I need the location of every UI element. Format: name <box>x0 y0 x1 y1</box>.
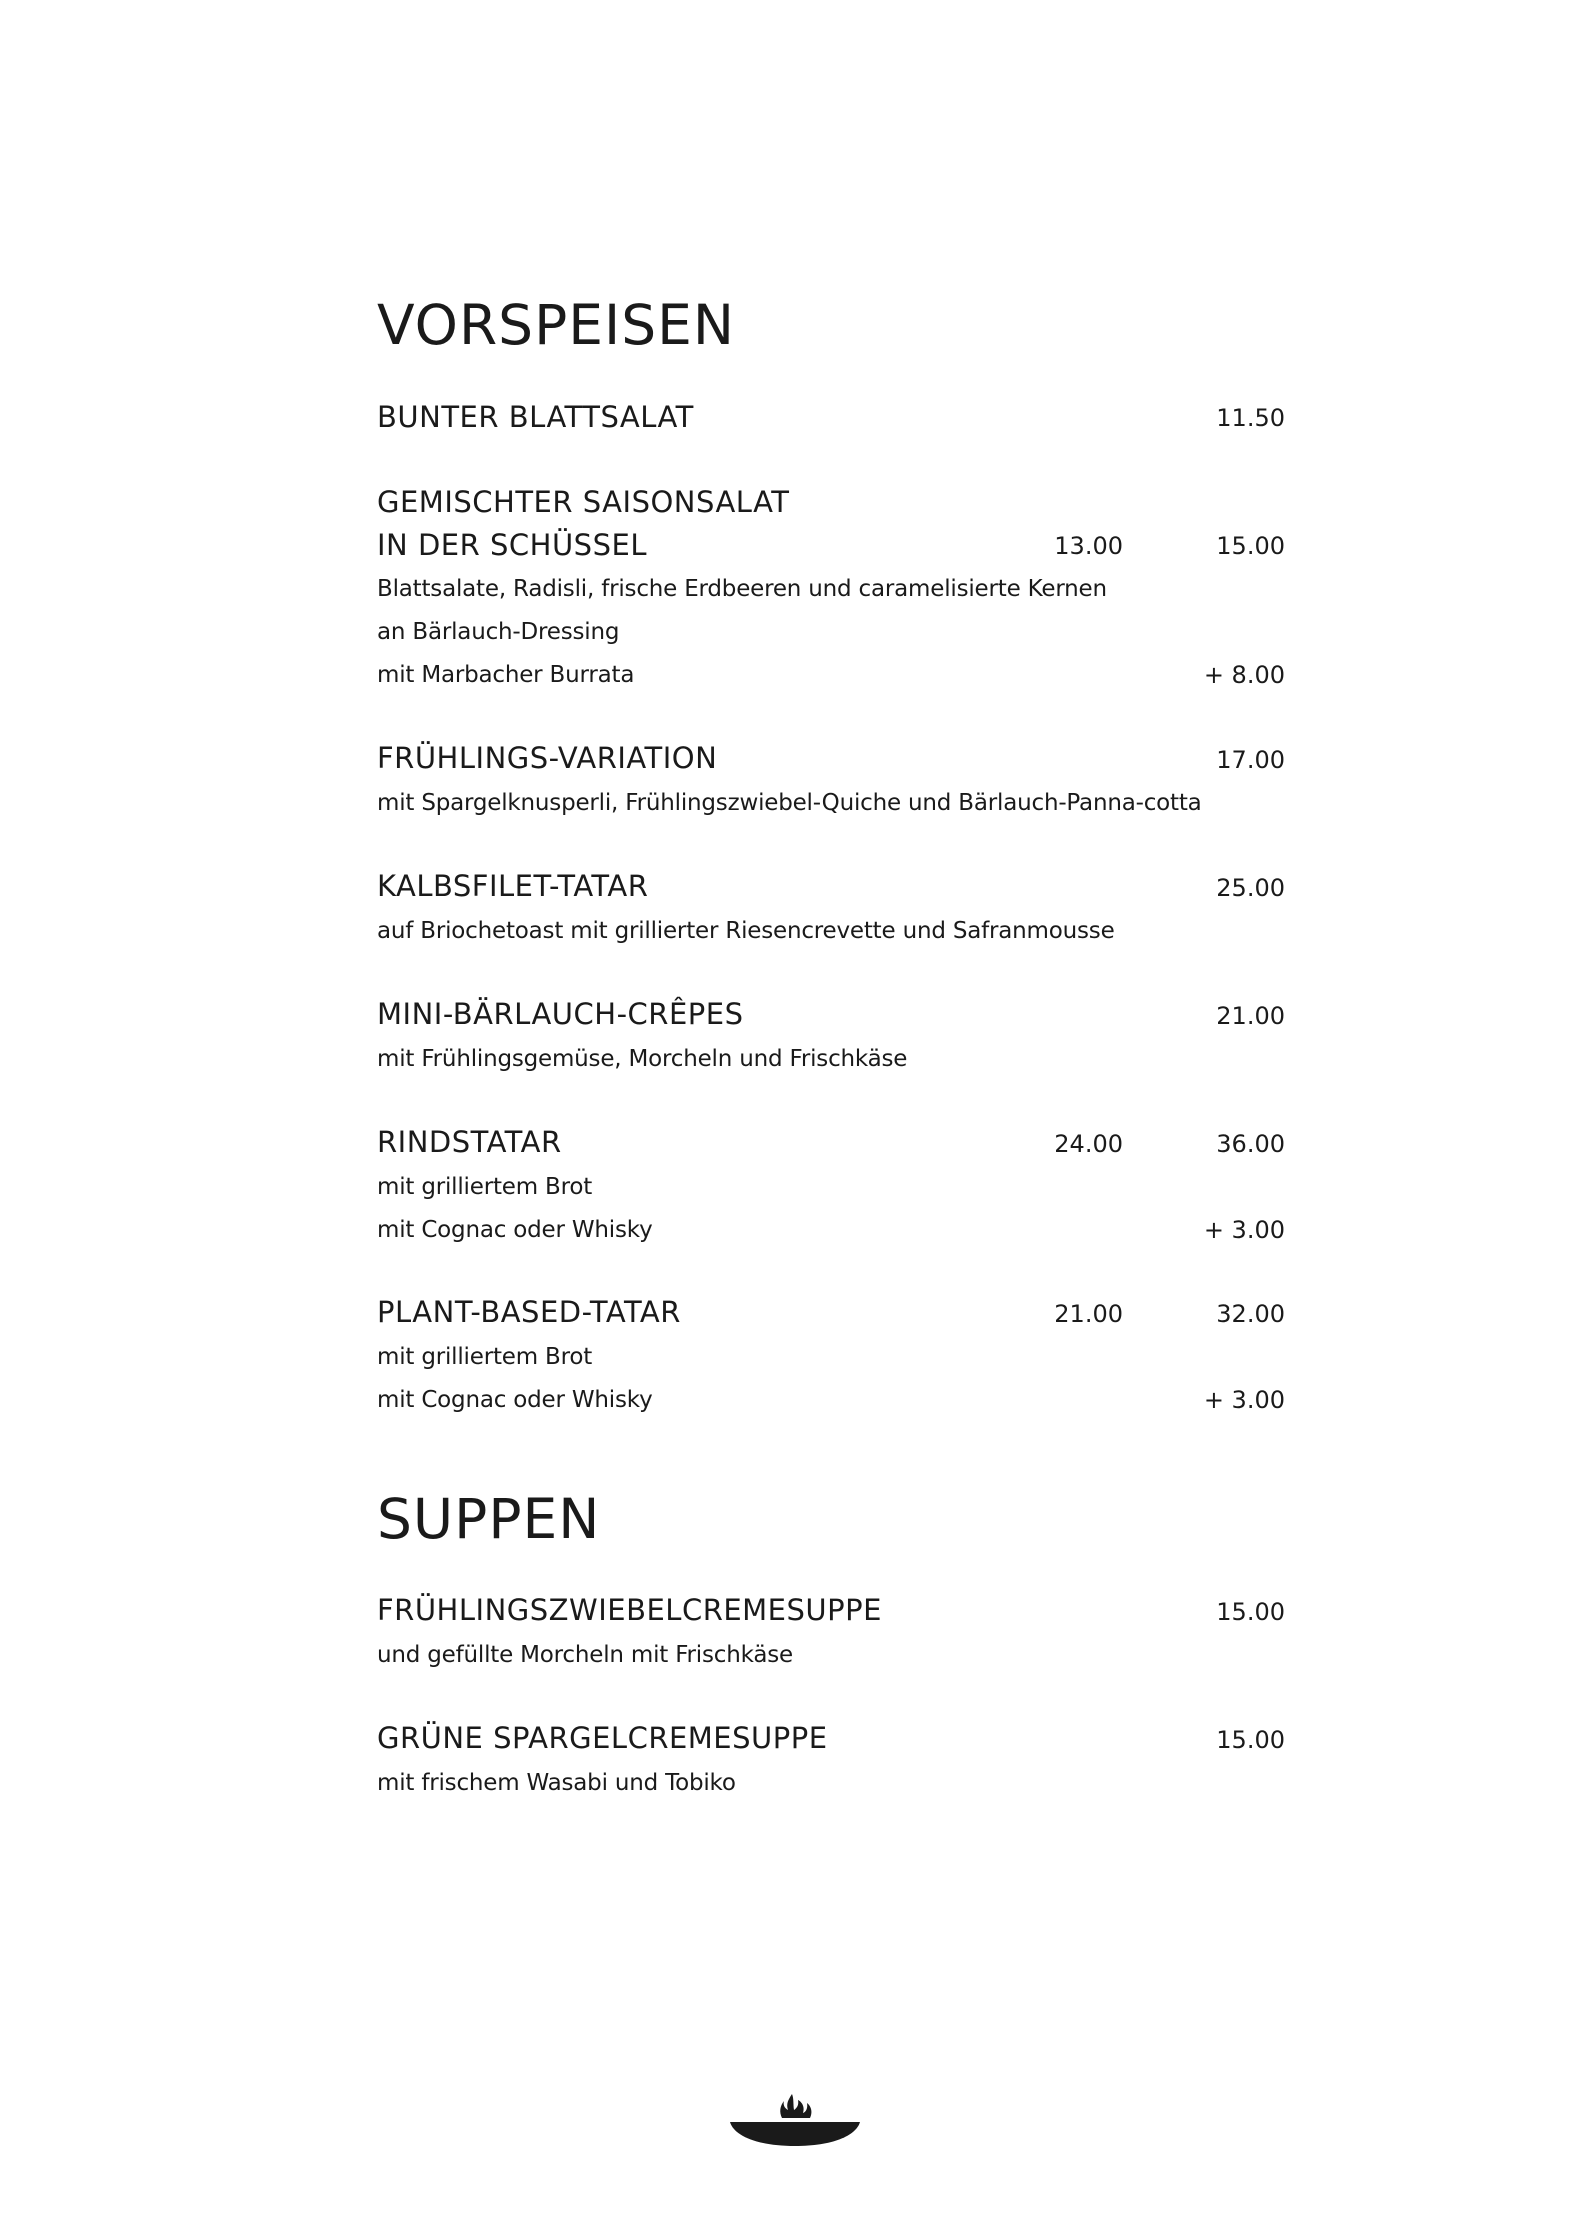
item-price: 15.00 <box>1216 1726 1285 1754</box>
item-description: mit Frühlingsgemüse, Morcheln und Frischkäse <box>377 1046 908 1072</box>
item-name: FRÜHLINGS-VARIATION <box>377 741 718 775</box>
item-name: FRÜHLINGSZWIEBELCREMESUPPE <box>377 1593 882 1627</box>
item-extra-price: + 8.00 <box>1203 661 1285 689</box>
item-price: 15.00 <box>1216 1598 1285 1626</box>
item-name: GEMISCHTER SAISONSALAT <box>377 485 790 519</box>
item-name-line2: IN DER SCHÜSSEL <box>377 528 647 562</box>
section-title-vorspeisen: VORSPEISEN <box>377 293 736 357</box>
item-name: GRÜNE SPARGELCREMESUPPE <box>377 1721 828 1755</box>
item-name: PLANT-BASED-TATAR <box>377 1295 681 1329</box>
item-price-big: 32.00 <box>1216 1300 1285 1328</box>
item-description: auf Briochetoast mit grillierter Riesencrevette und Safranmousse <box>377 918 1115 944</box>
item-extra-price: + 3.00 <box>1203 1216 1285 1244</box>
item-name: MINI-BÄRLAUCH-CRÊPES <box>377 997 744 1031</box>
item-description: mit grilliertem Brot <box>377 1344 593 1370</box>
item-name: RINDSTATAR <box>377 1125 562 1159</box>
item-price-small: 21.00 <box>1054 1300 1123 1328</box>
item-name: BUNTER BLATTSALAT <box>377 400 694 434</box>
item-price-big: 36.00 <box>1216 1130 1285 1158</box>
item-price-small: 13.00 <box>1054 532 1123 560</box>
item-price: 21.00 <box>1216 1002 1285 1030</box>
item-extra-label: mit Marbacher Burrata <box>377 662 635 688</box>
fire-bowl-icon <box>730 2090 860 2150</box>
item-description: an Bärlauch-Dressing <box>377 619 620 645</box>
item-extra-price: + 3.00 <box>1203 1386 1285 1414</box>
section-title-suppen: SUPPEN <box>377 1487 601 1551</box>
item-description: Blattsalate, Radisli, frische Erdbeeren und caramelisierte Kernen <box>377 576 1107 602</box>
item-price-small: 24.00 <box>1054 1130 1123 1158</box>
item-price: 25.00 <box>1216 874 1285 902</box>
item-name: KALBSFILET-TATAR <box>377 869 649 903</box>
item-description: und gefüllte Morcheln mit Frischkäse <box>377 1642 793 1668</box>
item-extra-label: mit Cognac oder Whisky <box>377 1217 653 1243</box>
item-description: mit grilliertem Brot <box>377 1174 593 1200</box>
item-price: 17.00 <box>1216 746 1285 774</box>
item-description: mit Spargelknusperli, Frühlingszwiebel-Quiche und Bärlauch-Panna-cotta <box>377 790 1202 816</box>
item-extra-label: mit Cognac oder Whisky <box>377 1387 653 1413</box>
item-price-big: 15.00 <box>1216 532 1285 560</box>
item-price: 11.50 <box>1216 404 1285 432</box>
item-description: mit frischem Wasabi und Tobiko <box>377 1770 736 1796</box>
